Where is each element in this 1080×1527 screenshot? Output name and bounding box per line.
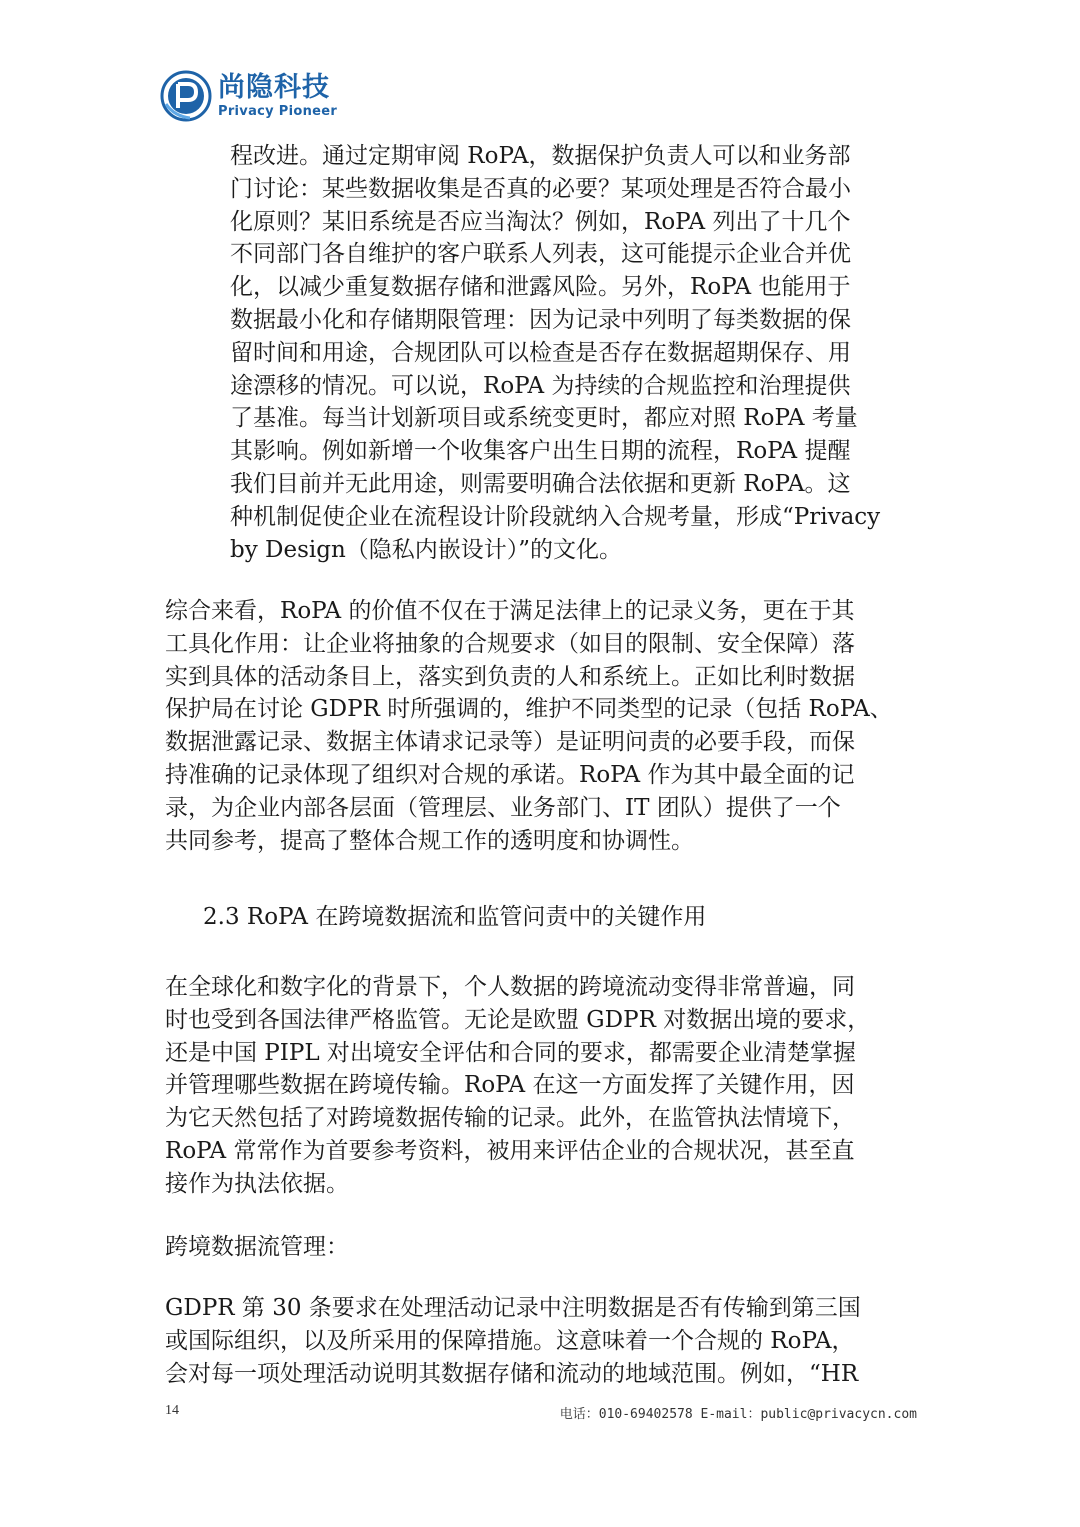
text-line: 实到具体的活动条目上，落实到负责的人和系统上。正如比利时数据	[165, 663, 855, 690]
text-line: 途漂移的情况。可以说，RoPA 为持续的合规监控和治理提供	[230, 372, 851, 399]
section-heading-2-3: 2.3 RoPA 在跨境数据流和监管问责中的关键作用	[203, 904, 707, 930]
footer-contact: 电话：010-69402578 E-mail：public@privacycn.com	[559, 1407, 917, 1422]
text-line: 并管理哪些数据在跨境传输。RoPA 在这一方面发挥了关键作用，因	[165, 1072, 855, 1099]
text-line: 化原则？某旧系统是否应当淘汰？例如，RoPA 列出了十几个	[230, 208, 851, 235]
paragraph-gdpr-article-30	[165, 1292, 920, 1390]
text-line: 为它天然包括了对跨境数据传输的记录。此外，在监管执法情境下，	[165, 1105, 855, 1132]
text-line: 会对每一项处理活动说明其数据存储和流动的地域范围。例如，“HR	[165, 1360, 859, 1387]
text-line: 其影响。例如新增一个收集客户出生日期的流程，RoPA 提醒	[230, 438, 851, 465]
page-number: 14	[165, 1403, 179, 1418]
paragraph-cross-border-intro	[165, 971, 920, 1201]
text-line: 数据最小化和存储期限管理：因为记录中列明了每类数据的保	[230, 306, 851, 333]
text-line: 综合来看，RoPA 的价值不仅在于满足法律上的记录义务，更在于其	[165, 598, 855, 624]
text-line: 工具化作用：让企业将抽象的合规要求（如目的限制、安全保障）落	[165, 630, 855, 657]
text-line: 我们目前并无此用途，则需要明确合法依据和更新 RoPA。这	[230, 470, 851, 497]
privacy-pioneer-logo-icon	[160, 70, 212, 122]
paragraph-ropa-value-summary	[165, 595, 920, 857]
text-line: 接作为执法依据。	[165, 1170, 349, 1197]
paragraph-subheading-cross-border	[165, 1231, 920, 1264]
text-line: 留时间和用途，合规团队可以检查是否存在数据超期保存、用	[230, 339, 851, 366]
text-line: 持准确的记录体现了组织对合规的承诺。RoPA 作为其中最全面的记	[165, 761, 855, 788]
text-line: GDPR 第 30 条要求在处理活动记录中注明数据是否有传输到第三国	[165, 1295, 861, 1321]
text-line: by Design（隐私内嵌设计）”的文化。	[230, 536, 623, 563]
brand-logo	[160, 70, 337, 122]
text-line: 还是中国 PIPL 对出境安全评估和合同的要求，都需要企业清楚掌握	[165, 1039, 856, 1066]
text-line: 共同参考，提高了整体合规工作的透明度和协调性。	[165, 827, 694, 854]
text-line: 保护局在讨论 GDPR 时所强调的，维护不同类型的记录（包括 RoPA、	[165, 696, 893, 723]
logo-text	[218, 74, 337, 118]
text-line: 跨境数据流管理：	[165, 1234, 349, 1260]
text-line: 不同部门各自维护的客户联系人列表，这可能提示企业合并优	[230, 241, 851, 268]
logo-english-name: Privacy Pioneer	[218, 104, 338, 119]
text-line: RoPA 常常作为首要参考资料，被用来评估企业的合规状况，甚至直	[165, 1137, 855, 1164]
text-line: 程改进。通过定期审阅 RoPA，数据保护负责人可以和业务部	[230, 143, 851, 169]
text-line: 录，为企业内部各层面（管理层、业务部门、IT 团队）提供了一个	[165, 794, 841, 821]
text-line: 或国际组织，以及所采用的保障措施。这意味着一个合规的 RoPA，	[165, 1327, 855, 1354]
text-line: 数据泄露记录、数据主体请求记录等）是证明问责的必要手段，而保	[165, 729, 855, 756]
text-line: 时也受到各国法律严格监管。无论是欧盟 GDPR 对数据出境的要求，	[165, 1006, 871, 1033]
text-line: 了基准。每当计划新项目或系统变更时，都应对照 RoPA 考量	[230, 405, 858, 432]
logo-chinese-name: 尚隐科技	[218, 72, 330, 103]
text-line: 化，以减少重复数据存储和泄露风险。另外，RoPA 也能用于	[230, 274, 851, 301]
text-line: 在全球化和数字化的背景下，个人数据的跨境流动变得非常普遍，同	[165, 974, 855, 1000]
text-line: 门讨论：某些数据收集是否真的必要？某项处理是否符合最小	[230, 175, 851, 202]
text-line: 种机制促使企业在流程设计阶段就纳入合规考量，形成“Privacy	[230, 503, 881, 530]
paragraph-ropa-improvement	[230, 140, 920, 566]
